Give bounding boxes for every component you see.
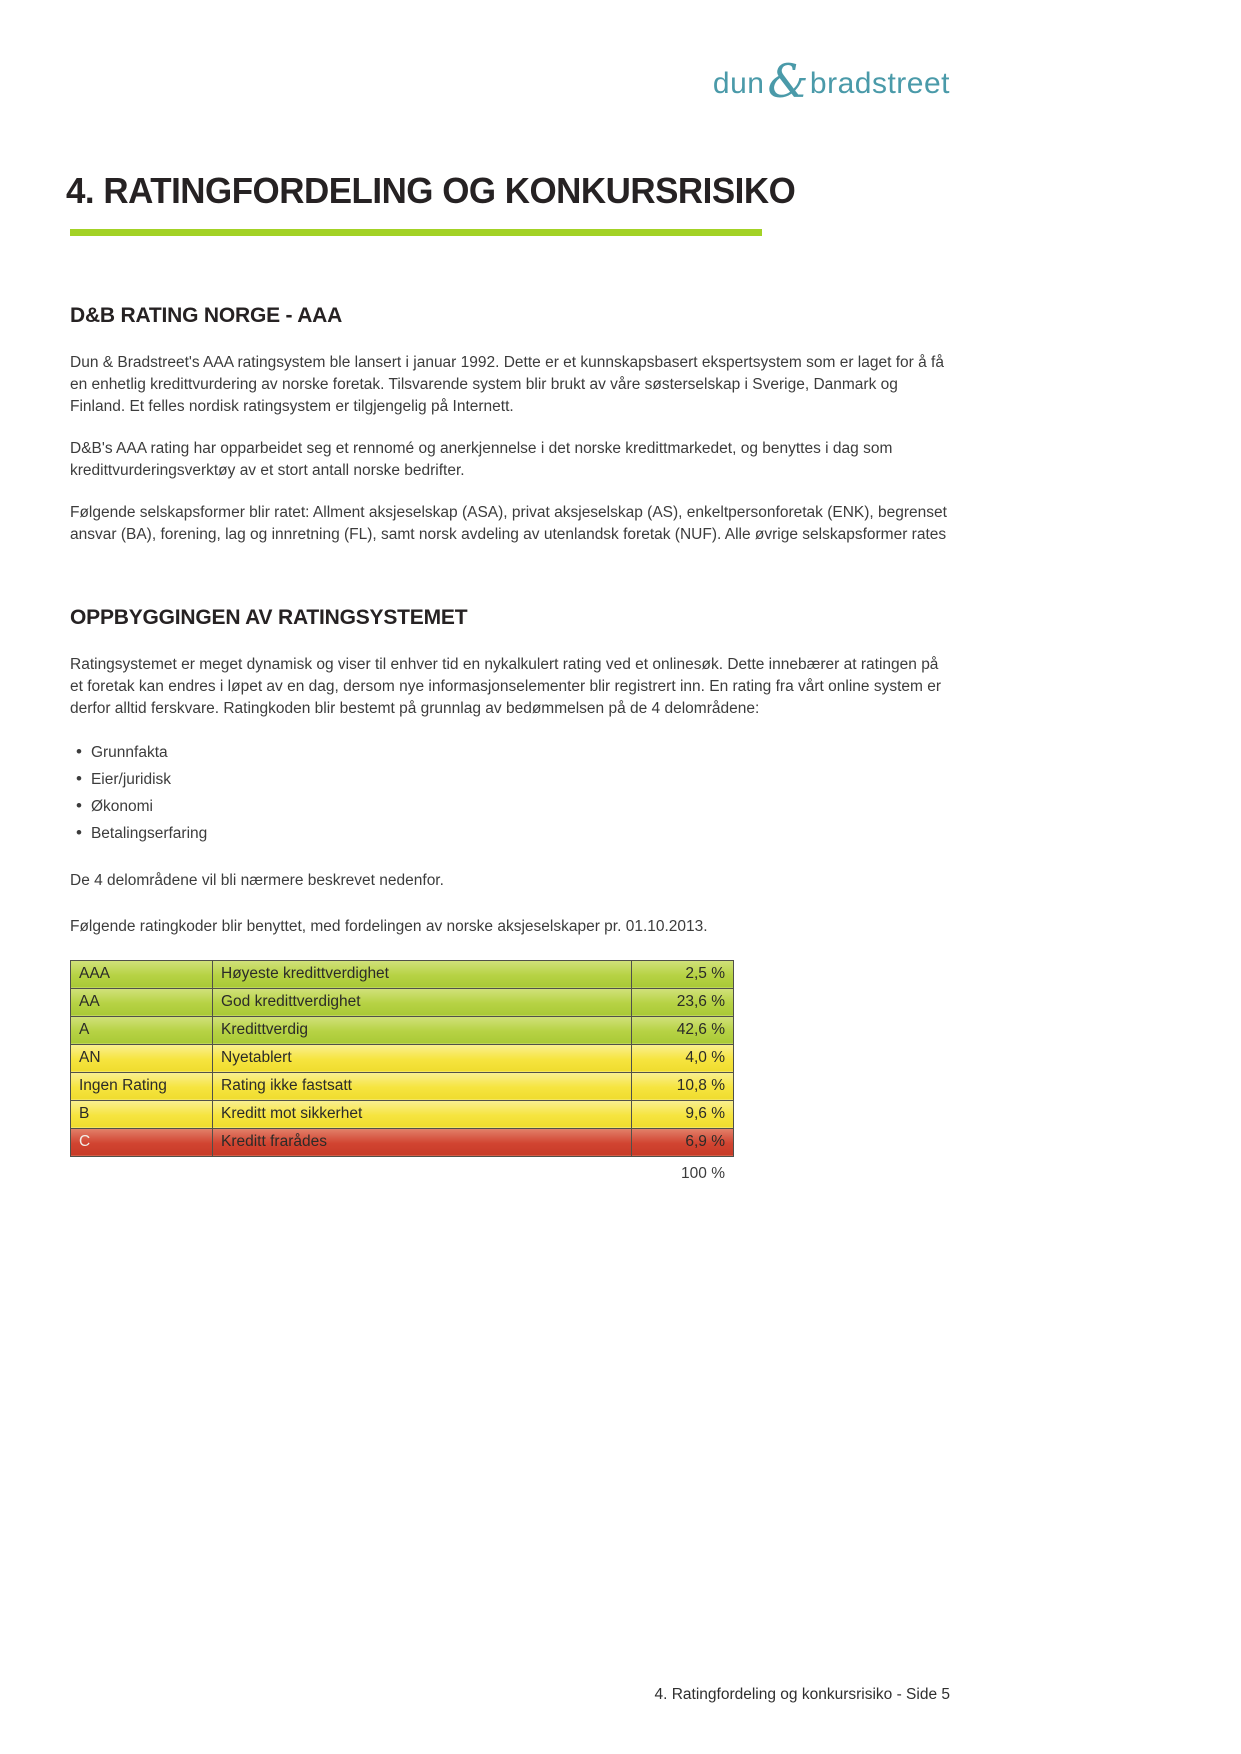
rating-code-cell: A [71, 1016, 213, 1044]
table-row [71, 1044, 734, 1072]
rating-areas-bullet-list [70, 740, 950, 846]
rating-code-cell: AAA [71, 960, 213, 988]
rating-share-cell: 6,9 % [632, 1128, 734, 1156]
content-column [66, 0, 950, 1183]
table-row [71, 1072, 734, 1100]
bullet-item: • Betalingserfaring [76, 821, 950, 845]
table-row [71, 1100, 734, 1128]
paragraph: De 4 delområdene vil bli nærmere beskrevet nedenfor. [70, 871, 444, 889]
paragraph: Følgende selskapsformer blir ratet: Allment aksjeselskap (ASA), privat aksjeselskap (AS), enkeltpersonforetak (ENK), begrenset ansvar (BA), forening, lag og innretning (FL), samt norsk avdeling av utenlandsk foretak (NUF). Alle øvrige selskapsformer rates [70, 504, 947, 543]
total-percentage: 100 % [681, 1164, 725, 1182]
page-footer: 4. Ratingfordeling og konkursrisiko - Side 5 [654, 1686, 950, 1703]
rating-description-cell: Høyeste kredittverdighet [213, 960, 632, 988]
table-row [71, 988, 734, 1016]
section-heading-rating-norge: D&B RATING NORGE - AAA [70, 304, 343, 327]
paragraph: D&B's AAA rating har opparbeidet seg et rennomé og anerkjennelse i det norske kredittmarkedet, og benyttes i dag som kredittvurderingsverktøy av et stort antall norske bedrifter. [70, 440, 893, 479]
rating-distribution-table [70, 960, 734, 1157]
bullet-item: • Grunnfakta [76, 740, 950, 764]
paragraph: Følgende ratingkoder blir benyttet, med fordelingen av norske aksjeselskaper pr. 01.10.2013. [70, 917, 708, 935]
rating-description-cell: God kredittverdighet [213, 988, 632, 1016]
rating-share-cell: 42,6 % [632, 1016, 734, 1044]
rating-share-cell: 10,8 % [632, 1072, 734, 1100]
rating-code-cell: AA [71, 988, 213, 1016]
rating-share-cell: 23,6 % [632, 988, 734, 1016]
rating-share-cell: 2,5 % [632, 960, 734, 988]
rating-description-cell: Kreditt mot sikkerhet [213, 1100, 632, 1128]
table-row [71, 1128, 734, 1156]
bullet-item: • Økonomi [76, 794, 950, 818]
title-underline-rule [70, 229, 762, 236]
section-heading-oppbyggingen: OPPBYGGINGEN AV RATINGSYSTEMET [70, 606, 468, 629]
rating-share-cell: 9,6 % [632, 1100, 734, 1128]
rating-description-cell: Kreditt frarådes [213, 1128, 632, 1156]
page-title: 4. RATINGFORDELING OG KONKURSRISIKO [66, 170, 796, 211]
rating-code-cell: B [71, 1100, 213, 1128]
rating-code-cell: Ingen Rating [71, 1072, 213, 1100]
logo-text-dun: dun [712, 67, 765, 101]
table-row [71, 960, 734, 988]
rating-code-cell: C [71, 1128, 213, 1156]
paragraph: Ratingsystemet er meget dynamisk og viser til enhver tid en nykalkulert rating ved et onlinesøk. Dette innebærer at ratingen på et foretak kan endres i løpet av en dag, dersom nye informasjonselementer blir registrert inn. En rating fra vårt online system er derfor alltid ferskvare. Ratingkoden blir bestemt på grunnlag av bedømmelsen på de 4 delområdene: [70, 656, 941, 717]
rating-share-cell: 4,0 % [632, 1044, 734, 1072]
bullet-item: • Eier/juridisk [76, 767, 950, 791]
logo-text-bradstreet: bradstreet [809, 67, 950, 101]
rating-code-cell: AN [71, 1044, 213, 1072]
rating-description-cell: Nyetablert [213, 1044, 632, 1072]
rating-description-cell: Kredittverdig [213, 1016, 632, 1044]
rating-description-cell: Rating ikke fastsatt [213, 1072, 632, 1100]
ampersand-icon: & [767, 54, 809, 108]
table-row [71, 1016, 734, 1044]
paragraph: Dun & Bradstreet's AAA ratingsystem ble lansert i januar 1992. Dette er et kunnskapsbasert ekspertsystem som er laget for å få en enhetlig kredittvurdering av norske foretak. Tilsvarende system blir brukt av våre søsterselskap i Sverige, Danmark og Finland. Et felles nordisk ratingsystem er tilgjengelig på Internett. [70, 354, 944, 415]
